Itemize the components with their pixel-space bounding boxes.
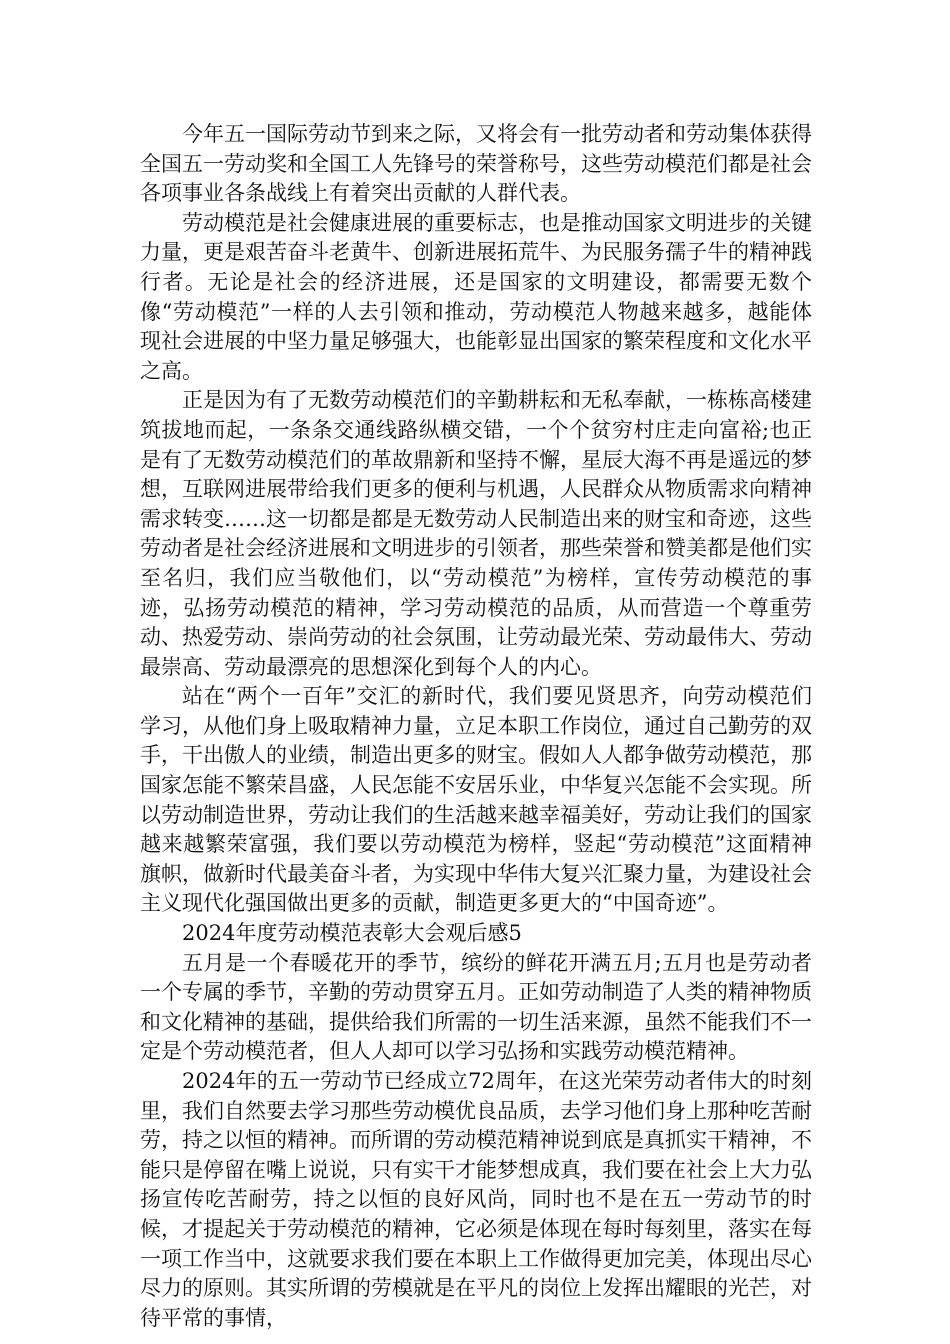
- section-title: 2024年度劳动模范表彰大会观后感5: [182, 921, 522, 946]
- paragraph-1: 今年五一国际劳动节到来之际，又将会有一批劳动者和劳动集体获得全国五一劳动奖和全国工人先锋号的荣誉称号，这些劳动模范们都是社会各项事业各条战线上有着突出贡献的人群代表。: [140, 122, 812, 206]
- paragraph-5: 五月是一个春暖花开的季节，缤纷的鲜花开满五月;五月也是劳动者一个专属的季节，辛勤的劳动贯穿五月。正如劳动制造了人类的精神物质和文化精神的基础，提供给我们所需的一切生活来源，虽然不能我们不一定是个劳动模范者，但人人却可以学习弘扬和实践劳动模范精神。: [140, 950, 812, 1064]
- document-body: [140, 120, 812, 1333]
- paragraph-6: 2024年的五一劳动节已经成立72周年，在这光荣劳动者伟大的时刻里，我们自然要去学习那些劳动模优良品质，去学习他们身上那种吃苦耐劳，持之以恒的精神。而所谓的劳动模范精神说到底是真抓实干精神，不能只是停留在嘴上说说，只有实干才能梦想成真，我们要在社会上大力弘扬宣传吃苦耐劳，持之以恒的良好风尚，同时也不是在五一劳动节的时候，才提起关于劳动模范的精神，它必须是体现在每时每刻里，落实在每一项工作当中，这就要求我们要在本职上工作做得更加完美，体现出尽心尽力的原则。其实所谓的劳模就是在平凡的岗位上发挥出耀眼的光芒，对待平常的事情，: [140, 1069, 812, 1330]
- paragraph-4: 站在“两个一百年”交汇的新时代，我们要见贤思齐，向劳动模范们学习，从他们身上吸取精神力量，立足本职工作岗位，通过自己勤劳的双手，干出傲人的业绩，制造出更多的财宝。假如人人都争做劳动模范，那国家怎能不繁荣昌盛，人民怎能不安居乐业，中华复兴怎能不会实现。所以劳动制造世界，劳动让我们的生活越来越幸福美好，劳动让我们的国家越来越繁荣富强，我们要以劳动模范为榜样，竖起“劳动模范”这面精神旗帜，做新时代最美奋斗者，为实现中华伟大复兴汇聚力量，为建设社会主义现代化强国做出更多的贡献，制造更多更大的“中国奇迹”。: [140, 684, 812, 916]
- paragraph-2: 劳动模范是社会健康进展的重要标志，也是推动国家文明进步的关键力量，更是艰苦奋斗老黄牛、创新进展拓荒牛、为民服务孺子牛的精神践行者。无论是社会的经济进展，还是国家的文明建设，都需要无数个像“劳动模范”一样的人去引领和推动，劳动模范人物越来越多，越能体现社会进展的中坚力量足够强大，也能彰显出国家的繁荣程度和文化水平之高。: [140, 210, 812, 383]
- paragraph-3: 正是因为有了无数劳动模范们的辛勤耕耘和无私奉献，一栋栋高楼建筑拔地而起，一条条交通线路纵横交错，一个个贫穷村庄走向富裕;也正是有了无数劳动模范们的革故鼎新和坚持不懈，星辰大海不再是遥远的梦想，互联网进展带给我们更多的便利与机遇，人民群众从物质需求向精神需求转变……这一切都是都是无数劳动人民制造出来的财宝和奇迹，这些劳动者是社会经济进展和文明进步的引领者，那些荣誉和赞美都是他们实至名归，我们应当敬他们，以“劳动模范”为榜样，宣传劳动模范的事迹，弘扬劳动模范的精神，学习劳动模范的品质，从而营造一个尊重劳动、热爱劳动、崇尚劳动的社会氛围，让劳动最光荣、劳动最伟大、劳动最崇高、劳动最漂亮的思想深化到每个人的内心。: [140, 388, 812, 679]
